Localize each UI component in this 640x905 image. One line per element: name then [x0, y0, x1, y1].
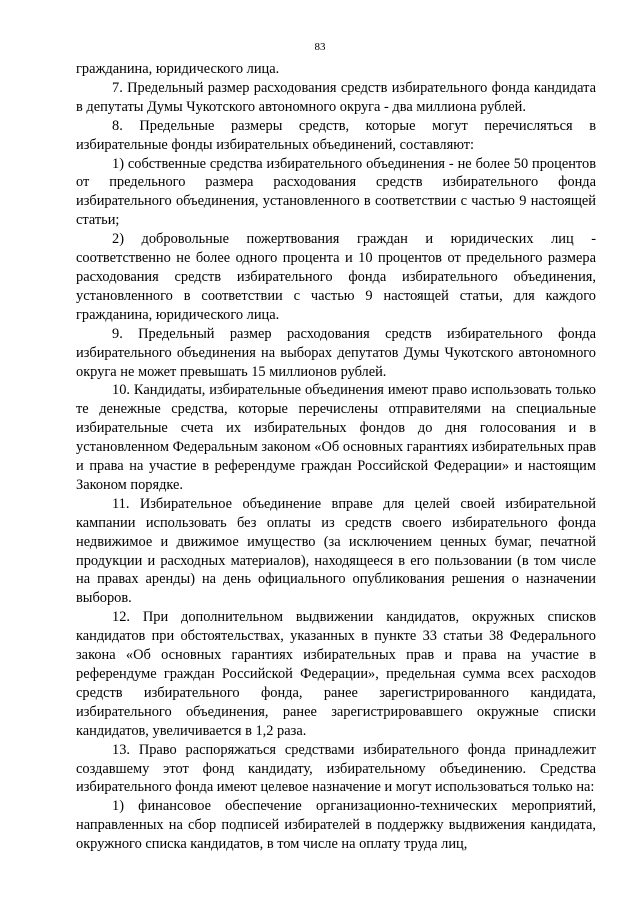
paragraph-9: 9. Предельный размер расходования средств избирательного фонда избирательного объединения на выборах депутатов Думы Чукотского автономного округа не может превышать 15 миллионов рублей. [76, 325, 596, 380]
paragraph-7: 7. Предельный размер расходования средств избирательного фонда кандидата в депутаты Думы Чукотского автономного округа - два миллиона рублей. [76, 79, 596, 115]
paragraph-11: 11. Избирательное объединение вправе для целей своей избирательной кампании использовать без оплаты из средств своего избирательного фонда недвижимое и движимое имущество (за исключением ценных бумаг, печатной продукции и расходных материалов), находящееся в его пользовании (в том числе на правах аренды) на день официального опубликования решения о назначении выборов. [76, 495, 596, 607]
paragraph-8-item-1: 1) собственные средства избирательного объединения - не более 50 процентов от предельного размера расходования средств избирательного фонда избирательного объединения, установленного в соответствии с частью 9 настоящей статьи; [76, 155, 596, 229]
paragraph-12: 12. При дополнительном выдвижении кандидатов, окружных списков кандидатов при обстоятельствах, указанных в пункте 33 статьи 38 Федерального закона «Об основных гарантиях избирательных прав и права на участие в референдуме граждан Российской Федерации», предельная сумма всех расходов средств избирательного фонда, ранее зарегистрированного кандидата, избирательного объединения, ранее зарегистрировавшего окружные списки кандидатов, увеличивается в 1,2 раза. [76, 609, 596, 739]
paragraph-13-item-1: 1) финансовое обеспечение организационно-технических мероприятий, направленных на сбор подписей избирателей в поддержку выдвижения кандидата, окружного списка кандидатов, в том числе на оплату труда лиц, [76, 798, 596, 853]
paragraph-13: 13. Право распоряжаться средствами избирательного фонда принадлежит создавшему этот фонд кандидату, избирательному объединению. Средства избирательного фонда имеют целевое назначение и могут использоваться только на: [76, 741, 596, 796]
paragraph-10: 10. Кандидаты, избирательные объединения имеют право использовать только те денежные средства, которые перечислены отправителями на специальные избирательные счета их избирательных фондов до дня голосования и в установленном Федеральным законом «Об основных гарантиях избирательных прав и права на участие в референдуме граждан Российской Федерации» и настоящим Законом порядке. [76, 382, 596, 493]
document-body [76, 60, 596, 854]
paragraph-8-item-2: 2) добровольные пожертвования граждан и юридических лиц - соответственно не более одного процента и 10 процентов от предельного размера расходования средств избирательного фонда избирательного объединения, установленного в соответствии с частью 9 настоящей статьи, для каждого гражданина, юридического лица. [76, 231, 596, 323]
page-number: 83 [314, 41, 326, 53]
paragraph-continuation: гражданина, юридического лица. [76, 61, 280, 77]
paragraph-8: 8. Предельные размеры средств, которые могут перечисляться в избирательные фонды избирательных объединений, составляют: [76, 117, 596, 153]
